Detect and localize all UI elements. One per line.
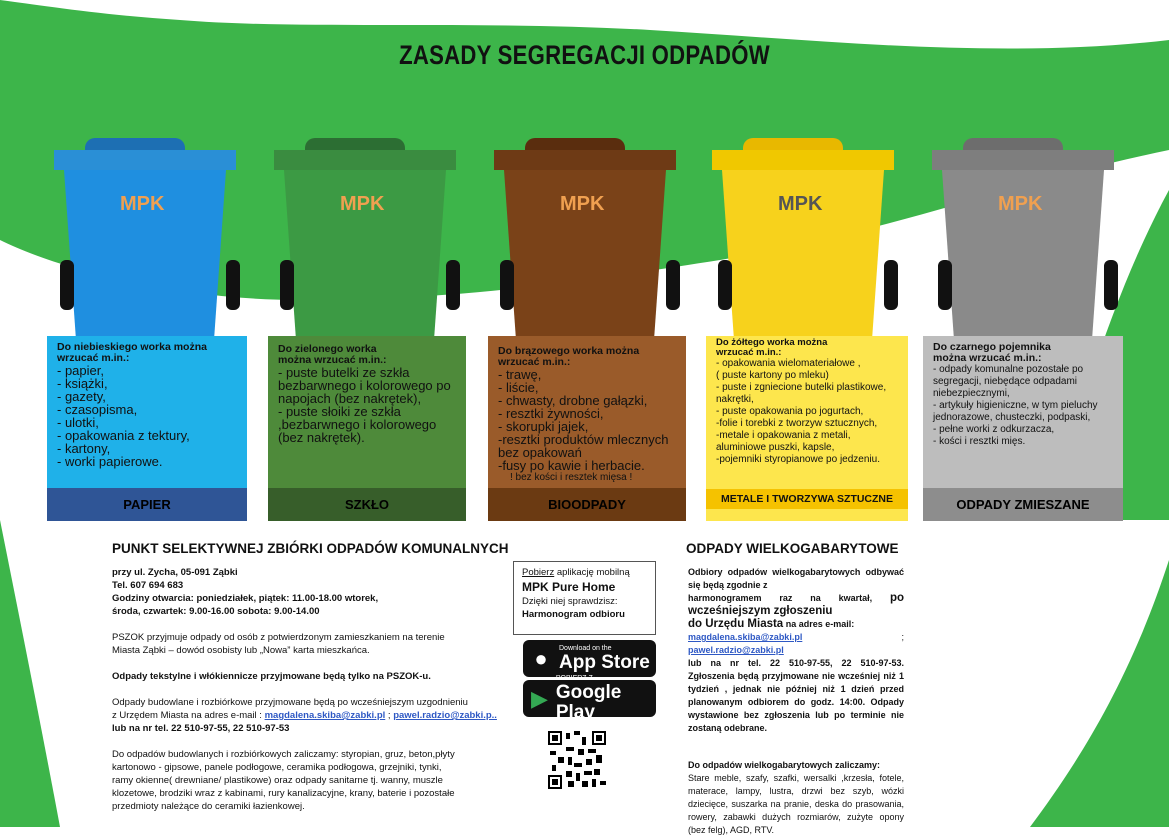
store-name: App Store — [559, 651, 650, 673]
list-item: - odpady komunalne pozostałe po segregacji, niebędące odpadami niebezpiecznymi, — [933, 364, 1084, 399]
bulky-text: po wcześniejszym zgłoszeniu — [688, 592, 904, 617]
list-item: - chwasty, drobne gałązki, — [498, 393, 648, 408]
bulky-text: do Urzędu Miasta — [688, 618, 784, 630]
bio-panel — [488, 336, 686, 521]
list-item: - puste opakowania po jogurtach, — [716, 406, 864, 417]
list-item: - liście, — [498, 380, 539, 395]
list-item: - papier, — [57, 363, 104, 378]
metal-plastic-heading: Do żółtego worka można wrzucać m.in.: — [716, 337, 828, 358]
metal-plastic-panel — [706, 336, 908, 521]
pszok-build: z Urzędem Miasta na adres e-mail : — [112, 710, 262, 721]
glass-heading: Do zielonego worka można wrzucać m.in.: — [278, 343, 387, 366]
list-item: - czasopisma, — [57, 402, 138, 417]
pszok-list: Do odpadów budowlanych i rozbiórkowych zaliczamy: styropian, gruz, beton,płyty — [112, 749, 455, 760]
mixed-panel — [923, 336, 1123, 521]
bulky-text: Odbiory odpadów wielkogabarytowych odbywać się będą zgodnie z — [688, 567, 904, 590]
email-link[interactable]: magdalena.skiba@zabki.pl — [264, 710, 386, 721]
pszok-build: Odpady budowlane i rozbiórkowe przyjmowane będą po wcześniejszym uzgodnieniu — [112, 697, 468, 708]
pszok-list: kartonowo - gipsowe, panele podłogowe, ceramika podłogowa, grzejniki, tynki, — [112, 762, 442, 773]
bulky-heading: ODPADY WIELKOGABARYTOWE — [686, 541, 899, 556]
grey-bin-image — [918, 100, 1138, 330]
svg-text:MPK: MPK — [340, 193, 385, 215]
apple-icon: ● — [534, 645, 548, 671]
email-link[interactable]: pawel.radzio@zabki.pl — [688, 645, 784, 655]
list-item: - kości i resztki mięs. — [933, 436, 1026, 447]
pszok-hours: środa, czwartek: 9.00-16.00 sobota: 9.00-14.00 — [112, 606, 320, 617]
list-item: - opakowania z tektury, — [57, 428, 190, 443]
bio-note: ! bez kości i resztek mięsa ! — [510, 472, 633, 483]
list-item: - opakowania wielomateriałowe , — [716, 358, 861, 369]
glass-panel — [268, 336, 466, 521]
pszok-hours: Godziny otwarcia: poniedziałek, piątek: 11.00-18.00 wtorek, — [112, 593, 379, 604]
google-play-button[interactable] — [523, 674, 656, 723]
paper-heading: Do niebieskiego worka można wrzucać m.in.: — [57, 341, 207, 364]
paper-label: PAPIER — [47, 488, 247, 521]
list-item: - puste i zgniecione butelki plastikowe, nakrętki, — [716, 382, 887, 405]
play-icon: ▶ — [530, 685, 548, 711]
yellow-bin-image — [698, 100, 918, 330]
list-item: - worki papierowe. — [57, 454, 163, 469]
list-item: - książki, — [57, 376, 108, 391]
bulky-text: na adres e-mail: — [783, 619, 855, 629]
app-info-box — [513, 561, 656, 635]
list-item: - puste słoiki ze szkła ,bezbarwnego i kolorowego (bez nakrętek). — [278, 404, 437, 445]
pszok-phones: lub na nr tel. 22 510-97-55, 22 510-97-53 — [112, 723, 290, 734]
store-small-text: POBIERZ Z — [555, 674, 593, 682]
metal-plastic-label: METALE I TWORZYWA SZTUCZNE — [706, 489, 908, 509]
pszok-accept: Miasta Ząbki – dowód osobisty lub „Nowa” karta mieszkańca. — [112, 645, 370, 656]
qr-code-icon[interactable] — [548, 731, 606, 789]
pszok-list: przedmioty należące do ceramiki łazienkowej. — [112, 801, 305, 812]
mixed-label: ODPADY ZMIESZANE — [923, 488, 1123, 521]
pszok-phone: Tel. 607 694 683 — [112, 580, 184, 591]
pszok-list: klozetowe, brodziki wraz z kabinami, rury kanalizacyjne, krany, baterie i pozostałe — [112, 788, 455, 799]
pszok-heading: PUNKT SELEKTYWNEJ ZBIÓRKI ODPADÓW KOMUNALNYCH — [112, 541, 509, 556]
brown-bin-image — [480, 100, 700, 330]
list-item: - puste butelki ze szkła bezbarwnego i kolorowego po napojach (bez nakrętek), — [278, 365, 451, 406]
list-item: - trawę, — [498, 367, 542, 382]
list-item: - kartony, — [57, 441, 111, 456]
bulky-text: lub na nr tel. 22 510-97-55, 22 510-97-53. Zgłoszenia będą przyjmowane nie wcześniej niż 1 tydzień , jednak nie później niż 1 dzień przed planowanym odbiorem do godz. 14:00. Odpady wystawione bez zgłoszenia lub po terminie nie zostaną odebrane. — [688, 658, 904, 733]
email-link[interactable]: pawel.radzio@zabki.p.. — [393, 710, 497, 721]
store-small-text: Download on the — [559, 644, 612, 652]
list-item: - gazety, — [57, 389, 106, 404]
mixed-heading: Do czarnego pojemnika można wrzucać m.in.: — [933, 341, 1051, 364]
list-item: -fusy po kawie i herbacie. — [498, 458, 645, 473]
list-item: - pełne worki z odkurzacza, — [933, 424, 1055, 435]
app-store-button[interactable] — [523, 640, 656, 677]
store-name: Google Play — [555, 681, 622, 723]
svg-text:MPK: MPK — [998, 193, 1043, 215]
app-name: MPK Pure Home — [522, 580, 616, 594]
green-bin-image — [260, 100, 480, 330]
glass-label: SZKŁO — [268, 488, 466, 521]
list-item: -metale i opakowania z metali, aluminiowe puszki, kapsle, — [716, 430, 851, 453]
list-item: -folie i torebki z tworzyw sztucznych, — [716, 418, 878, 429]
bulky-info: Odbiory odpadów wielkogabarytowych odbywać się będą zgodnie z harmonogramem raz na kwartał, po wcześniejszym zgłoszeniu do Urzędu Miasta na adres e-mail: magdalena.skiba@zabki.pl ; pawel.radzio@zabki.pl lub na nr tel. 22 510-97-55, 22 510-97-53. Zgłoszenia będą przyjmowane nie wcześniej niż 1 tydzień , jednak nie później niż 1 dzień przed planowanym odbiorem do godz. 14:00. Odpady wystawione bez zgłoszenia lub po terminie nie zostaną odebrane. Do odpadów wielkogabarytowych zaliczamy: Stare meble, szafy, szafki, wersalki ,krzesła, fotele, materace, lampy, lustra, drzwi bez szyb, wózki dziecięce, suszarka na pranie, deska do prasowania, rowery, zabawki dużych rozmiarów, zużyte opony (bez felg), AGD, RTV. — [688, 567, 904, 835]
app-text: Dzięki niej sprawdzisz: — [522, 596, 618, 607]
pszok-textiles: Odpady tekstylne i włókiennicze przyjmowane będą tylko na PSZOK-u. — [112, 671, 431, 682]
list-item: - artykuły higieniczne, w tym pieluchy jednorazowe, chusteczki, podpaski, — [933, 400, 1098, 423]
email-link[interactable]: magdalena.skiba@zabki.pl — [688, 632, 803, 642]
list-item: -pojemniki styropianowe po jedzeniu. — [716, 454, 880, 465]
list-item: - resztki żywności, — [498, 406, 604, 421]
app-text: Harmonogram odbioru — [522, 609, 625, 620]
pszok-accept: PSZOK przyjmuje odpady od osób z potwierdzonym zamieszkaniem na terenie — [112, 632, 445, 643]
list-item: ( puste kartony po mleku) — [716, 370, 829, 381]
bio-label: BIOODPADY — [488, 488, 686, 521]
blue-bin-image — [40, 100, 260, 330]
page-title: ZASADY SEGREGACJI ODPADÓW — [399, 40, 770, 70]
svg-text:MPK: MPK — [778, 193, 823, 215]
bio-heading: Do brązowego worka można wrzucać m.in.: — [498, 345, 640, 368]
bulky-text: harmonogramem raz na kwartał, — [688, 593, 890, 603]
bulky-text: Stare meble, szafy, szafki, wersalki ,krzesła, fotele, materace, lampy, lustra, drzwi bez szyb, wózki dziecięce, suszarka na pranie, deska do prasowania, rowery, zabawki dużych rozmiarów, zużyte opony (bez felg), AGD, RTV. — [688, 773, 904, 835]
bulky-text: Do odpadów wielkogabarytowych zaliczamy: — [688, 760, 881, 770]
list-item: -resztki produktów mlecznych bez opakowań — [498, 432, 669, 460]
list-item: - skorupki jajek, — [498, 419, 589, 434]
paper-panel — [47, 336, 247, 521]
pszok-info: przy ul. Zycha, 05-091 Ząbki Tel. 607 694 683 Godziny otwarcia: poniedziałek, piątek: 11.00-18.00 wtorek, środa, czwartek: 9.00-16.00 sobota: 9.00-14.00 PSZOK przyjmuje odpady od osób z potwierdzonym zamieszkaniem na terenie Miasta Ząbki – dowód osobisty lub „Nowa” karta mieszkańca. Odpady tekstylne i włókiennicze przyjmowane będą tylko na PSZOK-u. Odpady budowlane i rozbiórkowe przyjmowane będą po wcześniejszym uzgodnieniu z Urzędem Miasta na adres e-mail : magdalena.skiba@zabki.pl ; pawel.radzio@zabki.p.. lub na nr tel. 22 510-97-55, 22 510-97-53 Do odpadów budowlanych i rozbiórkowych zaliczamy: styropian, gruz, beton,płyty kartonowo - gipsowe, panele podłogowe, ceramika podłogowa, grzejniki, tynki, ramy okienne( drewniane/ plastikowe) oraz odpady sanitarne tj. wanny, muszle klozetowe, brodziki wraz z kabinami, rury kanalizacyjne, krany, baterie i pozostałe przedmioty należące do ceramiki łazienkowej. — [112, 566, 502, 813]
pszok-list: ramy okienne( drewniane/ plastikowe) oraz odpady sanitarne tj. wanny, muszle — [112, 775, 443, 786]
app-download-link[interactable]: Pobierz — [522, 567, 555, 578]
svg-text:MPK: MPK — [560, 193, 605, 215]
pszok-address: przy ul. Zycha, 05-091 Ząbki — [112, 567, 238, 578]
app-text: aplikację mobilną — [554, 567, 630, 578]
list-item: - ulotki, — [57, 415, 99, 430]
bin-logo-mpk: MPK — [120, 193, 165, 215]
